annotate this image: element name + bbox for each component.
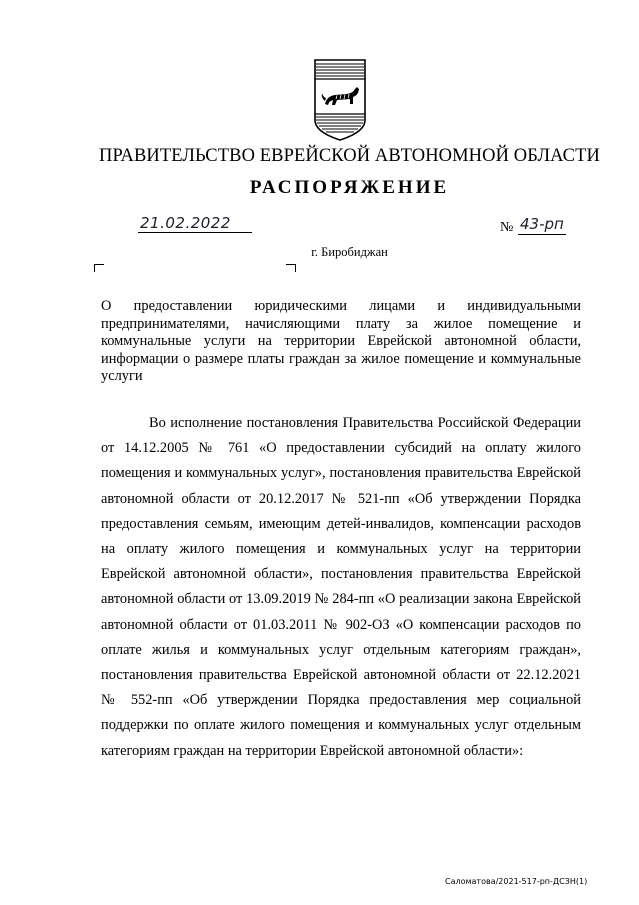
government-title: ПРАВИТЕЛЬСТВО ЕВРЕЙСКОЙ АВТОНОМНОЙ ОБЛАСТИ	[99, 146, 600, 166]
footer-code: Саломатова/2021-517-рп-ДСЗН(1)	[445, 877, 588, 886]
date-underline	[138, 232, 252, 233]
document-number: 43-рп	[520, 215, 564, 233]
city-label: г. Биробиджан	[311, 245, 388, 259]
number-underline	[518, 234, 566, 235]
subject-text: О предоставлении юридическими лицами и индивидуальными предпринимателями, начисляющими плату за жилое помещение и коммунальные услуги на территории Еврейской автономной области, информации о размере платы граждан за жилое помещение и коммунальные услуги	[101, 298, 581, 384]
body-paragraph: Во исполнение постановления Правительства Российской Федерации от 14.12.2005 № 761 «О предоставлении субсидий на оплату жилого помещения и коммунальных услуг», постановления правительства Еврейской автономной области от 20.12.2017 № 521-пп «Об утверждении Порядка предоставления семьям, имеющим детей-инвалидов, компенсации расходов на оплату жилого помещения и коммунальных услуг на территории Еврейской автономной области», постановления правительства Еврейской автономной области от 13.09.2019 № 284-пп «О реализации закона Еврейской автономной области от 01.03.2011 № 902-ОЗ «О компенсации расходов по оплате жилья и коммунальных услуг отдельным категориям граждан», постановления правительства Еврейской автономной области от 22.12.2021 № 552-пп «Об утверждении Порядка предоставления мер социальной поддержки по оплате жилого помещения и коммунальных услуг отдельным категориям граждан на территории Еврейской автономной области»:	[101, 415, 581, 759]
right-corner-mark	[286, 264, 296, 272]
document-date: 21.02.2022	[140, 214, 231, 232]
number-label: №	[500, 220, 514, 235]
document-type-title: РАСПОРЯЖЕНИЕ	[249, 177, 450, 198]
left-corner-mark	[94, 264, 104, 272]
coat-of-arms-icon	[313, 58, 367, 142]
